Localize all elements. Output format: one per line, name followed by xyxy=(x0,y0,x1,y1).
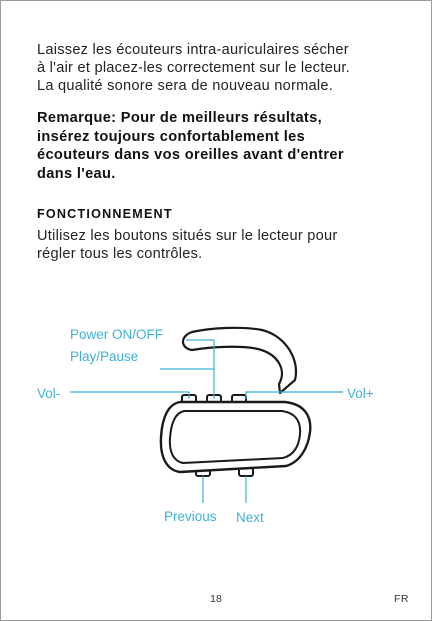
language-code: FR xyxy=(394,593,409,605)
remark-line: écouteurs dans vos oreilles avant d'entrer xyxy=(37,147,344,163)
usage-line: Utilisez les boutons situés sur le lecteur pour xyxy=(37,228,338,244)
remark-paragraph xyxy=(37,109,407,183)
callout-line-vol-plus xyxy=(246,392,343,399)
ear-hook xyxy=(183,328,296,393)
intro-paragraph xyxy=(37,41,407,95)
remark-line: Remarque: Pour de meilleurs résultats, xyxy=(37,110,322,126)
intro-line: La qualité sonore sera de nouveau normale. xyxy=(37,78,334,94)
usage-line: régler tous les contrôles. xyxy=(37,246,203,262)
label-next: Next xyxy=(236,510,264,525)
remark-line: dans l'eau. xyxy=(37,165,116,182)
section-heading: FONCTIONNEMENT xyxy=(37,207,173,221)
label-vol-plus: Vol+ xyxy=(347,386,374,401)
remark-line: insérez toujours confortablement les xyxy=(37,128,306,145)
player-body-inner xyxy=(170,411,300,463)
earphone-controls-diagram xyxy=(0,300,432,540)
intro-line: Laissez les écouteurs intra-auriculaires sécher xyxy=(37,42,349,58)
intro-line: à l'air et placez-les correctement sur le lecteur. xyxy=(37,60,350,76)
label-vol-minus: Vol- xyxy=(37,386,61,401)
usage-paragraph xyxy=(37,227,407,263)
page-number: 18 xyxy=(210,593,222,605)
label-play-pause: Play/Pause xyxy=(70,349,139,364)
label-power: Power ON/OFF xyxy=(70,327,164,342)
label-previous: Previous xyxy=(164,509,217,524)
